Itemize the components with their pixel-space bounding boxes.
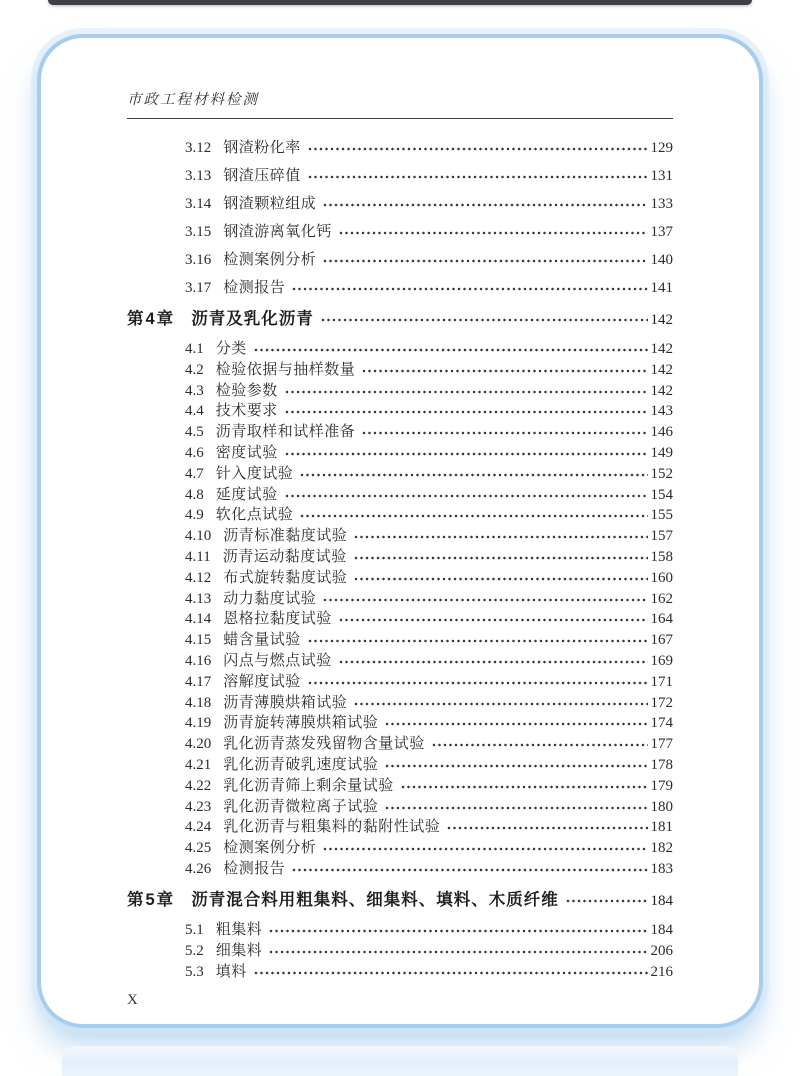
toc-entry-page: 183 xyxy=(650,860,673,877)
toc-entry xyxy=(127,674,673,690)
toc-entry xyxy=(127,403,673,419)
toc-entry xyxy=(127,466,673,482)
toc-entry-number: 3.14 xyxy=(185,196,212,212)
toc-entry-number: 4.1 xyxy=(185,341,204,357)
toc-entry-number: 4.13 xyxy=(185,590,212,607)
toc-entry-number: 第5章 xyxy=(127,890,176,909)
toc-entry-page: 146 xyxy=(650,424,673,441)
toc-entry-title: 沥青取样和试样准备 xyxy=(215,424,356,441)
toc-entry-page: 142 xyxy=(650,382,673,399)
toc-entry-title: 钢渣粉化率 xyxy=(223,140,301,156)
toc-entry xyxy=(127,424,673,440)
toc-entry xyxy=(127,280,673,296)
toc-entry-page: 184 xyxy=(650,892,673,909)
toc-entry-title: 密度试验 xyxy=(215,444,278,461)
toc-entry-page: 149 xyxy=(650,444,673,461)
dot-leader xyxy=(285,491,648,499)
toc-entry-title: 钢渣压碎值 xyxy=(223,168,301,184)
toc-entry xyxy=(127,168,673,184)
toc-entry-title: 布式旋转黏度试验 xyxy=(223,569,348,586)
toc-entry-number: 4.17 xyxy=(185,673,212,690)
toc-entry-title: 乳化沥青微粒离子试验 xyxy=(223,798,379,815)
toc-entry-page: 169 xyxy=(650,652,673,669)
toc-entry-page: 142 xyxy=(650,361,673,378)
dot-leader xyxy=(401,782,648,790)
toc-entry-title: 溶解度试验 xyxy=(223,673,301,690)
toc-entry xyxy=(127,695,673,711)
toc-entry-title: 填料 xyxy=(215,963,247,980)
dot-leader xyxy=(339,615,648,623)
toc-entry xyxy=(127,487,673,503)
toc-entry-title: 蜡含量试验 xyxy=(223,632,301,649)
toc-entry xyxy=(127,196,673,212)
dot-leader xyxy=(323,256,647,264)
toc-entry-title: 检测报告 xyxy=(223,280,286,296)
dot-leader xyxy=(285,449,648,457)
toc-entry xyxy=(127,922,673,938)
toc-entry-title: 检验参数 xyxy=(215,382,278,399)
toc-entry-number: 4.18 xyxy=(185,694,212,711)
toc-entry-number: 4.20 xyxy=(185,736,212,753)
dot-leader xyxy=(385,719,647,727)
toc-entry-page: 137 xyxy=(650,224,673,240)
toc-entry-page: 160 xyxy=(650,569,673,586)
dot-leader xyxy=(321,315,648,324)
toc-entry-page: 172 xyxy=(650,694,673,711)
dot-leader xyxy=(323,844,647,852)
toc-entry-title: 沥青旋转薄膜烘箱试验 xyxy=(223,715,379,732)
toc-entry-page: 155 xyxy=(650,507,673,524)
toc-entry-title: 检测案例分析 xyxy=(223,252,317,268)
toc-entry xyxy=(127,778,673,794)
dot-leader xyxy=(362,428,647,436)
dot-leader xyxy=(254,968,648,976)
toc-entry-page: 184 xyxy=(650,921,673,938)
dot-leader xyxy=(308,678,648,686)
dot-leader xyxy=(354,699,647,707)
toc-entry-page: 142 xyxy=(650,341,673,357)
toc-entry xyxy=(127,445,673,461)
dot-leader xyxy=(385,761,647,769)
toc-entry-title: 沥青标准黏度试验 xyxy=(223,528,348,545)
toc-entry-number: 4.4 xyxy=(185,403,204,420)
dot-leader xyxy=(254,345,648,353)
toc-entry-page: 154 xyxy=(650,486,673,503)
toc-entry-title: 检验依据与抽样数量 xyxy=(215,361,356,378)
toc-entry xyxy=(127,570,673,586)
dot-leader xyxy=(354,574,647,582)
toc-entry-number: 3.12 xyxy=(185,140,212,156)
dot-leader xyxy=(292,284,647,292)
toc-entry-page: 167 xyxy=(650,632,673,649)
toc-entry xyxy=(127,507,673,523)
toc-entry-page: 164 xyxy=(650,611,673,628)
toc-entry-page: 131 xyxy=(650,168,673,184)
dot-leader xyxy=(354,553,648,561)
toc-entry xyxy=(127,715,673,731)
toc-entry-number: 4.15 xyxy=(185,632,212,649)
toc-entry-title: 检测案例分析 xyxy=(223,840,317,857)
toc-entry xyxy=(127,383,673,399)
toc-entry-title: 恩格拉黏度试验 xyxy=(223,611,332,628)
toc-entry-page: 178 xyxy=(650,756,673,773)
toc-entry-title: 沥青运动黏度试验 xyxy=(222,548,347,565)
toc-entry-number: 3.17 xyxy=(185,280,212,296)
toc-entry-page: 174 xyxy=(650,715,673,732)
toc-entry xyxy=(127,252,673,268)
toc-entry-number: 4.25 xyxy=(185,840,212,857)
dot-leader xyxy=(300,470,647,478)
toc-entry-page: 158 xyxy=(650,548,673,565)
toc-entry-page: 181 xyxy=(650,819,673,836)
toc-entry-title: 乳化沥青与粗集料的黏附性试验 xyxy=(223,819,441,836)
page-number: X xyxy=(127,991,138,1008)
toc-entry-page: 180 xyxy=(650,798,673,815)
dot-leader xyxy=(308,144,648,152)
toc-entry-number: 4.22 xyxy=(185,777,212,794)
dot-leader xyxy=(308,636,648,644)
dot-leader xyxy=(447,823,647,831)
toc-entry-number: 5.1 xyxy=(185,921,204,938)
dot-leader xyxy=(323,200,647,208)
toc-entry-number: 3.15 xyxy=(185,224,212,240)
previous-page-edge xyxy=(48,0,752,5)
toc-entry-title: 软化点试验 xyxy=(215,507,294,524)
toc-entry xyxy=(127,736,673,752)
toc-entry-number: 4.2 xyxy=(185,361,204,378)
toc-entry-title: 乳化沥青筛上剩余量试验 xyxy=(223,777,394,794)
toc-entry-page: 182 xyxy=(650,840,673,857)
toc-entry-page: 140 xyxy=(650,252,673,268)
dot-leader xyxy=(285,407,648,415)
dot-leader xyxy=(354,532,647,540)
dot-leader xyxy=(292,865,647,873)
toc-entry-number: 4.14 xyxy=(185,611,212,628)
toc-entry-number: 4.6 xyxy=(185,444,204,461)
toc-entry-number: 3.13 xyxy=(185,168,212,184)
toc-entry-number: 4.3 xyxy=(185,382,204,399)
toc-entry-number: 4.12 xyxy=(185,569,212,586)
toc-entry xyxy=(127,632,673,648)
toc-entry xyxy=(127,611,673,627)
toc-entry xyxy=(127,799,673,815)
toc-entry-number: 3.16 xyxy=(185,252,212,268)
toc-entry-title: 分类 xyxy=(215,341,247,357)
toc-entry-number: 第4章 xyxy=(127,310,176,328)
toc-entry-number: 4.19 xyxy=(185,715,212,732)
dot-leader xyxy=(285,387,648,395)
toc-entry-title: 乳化沥青破乳速度试验 xyxy=(223,756,379,773)
toc-entry-number: 4.24 xyxy=(185,819,212,836)
dot-leader xyxy=(362,366,647,374)
dot-leader xyxy=(385,803,647,811)
toc-entry-number: 4.16 xyxy=(185,652,212,669)
toc-entry-number: 4.8 xyxy=(185,486,204,503)
toc-entry-number: 5.3 xyxy=(185,963,204,980)
toc-entry xyxy=(127,341,673,357)
toc-entry-page: 162 xyxy=(650,590,673,607)
running-title: 市政工程材料检测 xyxy=(127,88,673,119)
dot-leader xyxy=(339,657,648,665)
toc-entry xyxy=(127,549,673,565)
dot-leader xyxy=(269,926,647,934)
next-page-edge xyxy=(62,1046,738,1076)
toc-entry-title: 钢渣游离氧化钙 xyxy=(223,224,332,240)
table-of-contents xyxy=(127,140,673,980)
toc-entry-page: 177 xyxy=(650,736,673,753)
toc-entry-title: 技术要求 xyxy=(215,403,278,420)
toc-entry xyxy=(127,964,673,980)
toc-entry-page: 171 xyxy=(650,673,673,690)
dot-leader xyxy=(566,896,648,905)
toc-entry-page: 141 xyxy=(650,280,673,296)
dot-leader xyxy=(269,947,647,955)
dot-leader xyxy=(300,511,647,519)
toc-entry-title: 沥青薄膜烘箱试验 xyxy=(223,694,348,711)
toc-entry xyxy=(127,840,673,856)
toc-entry-page: 152 xyxy=(650,465,673,482)
toc-entry-page: 143 xyxy=(650,403,673,420)
toc-entry-title: 检测报告 xyxy=(223,860,286,877)
dot-leader xyxy=(323,595,647,603)
toc-entry-title: 闪点与燃点试验 xyxy=(223,652,332,669)
dot-leader xyxy=(432,740,648,748)
toc-entry-page: 157 xyxy=(650,528,673,545)
dot-leader xyxy=(308,172,648,180)
toc-entry-title: 沥青混合料用粗集料、细集料、填料、木质纤维 xyxy=(191,890,559,909)
toc-entry xyxy=(127,889,673,912)
toc-entry xyxy=(127,224,673,240)
toc-entry-page: 179 xyxy=(650,777,673,794)
toc-entry-title: 动力黏度试验 xyxy=(223,590,317,607)
toc-entry-title: 粗集料 xyxy=(215,921,263,938)
toc-entry-number: 4.10 xyxy=(185,528,212,545)
toc-entry-page: 206 xyxy=(650,942,673,959)
toc-entry-number: 4.26 xyxy=(185,860,212,877)
toc-entry xyxy=(127,140,673,156)
toc-entry xyxy=(127,362,673,378)
toc-entry-page: 129 xyxy=(650,140,673,156)
toc-entry-page: 133 xyxy=(650,196,673,212)
dot-leader xyxy=(339,228,648,236)
toc-entry-number: 4.5 xyxy=(185,424,204,441)
toc-entry-number: 4.9 xyxy=(185,507,204,524)
toc-entry xyxy=(127,861,673,877)
toc-entry-number: 4.7 xyxy=(185,465,204,482)
toc-entry xyxy=(127,308,673,331)
toc-entry-title: 针入度试验 xyxy=(215,465,294,482)
toc-entry xyxy=(127,591,673,607)
toc-entry xyxy=(127,819,673,835)
toc-entry-number: 4.21 xyxy=(185,756,212,773)
toc-entry-number: 4.11 xyxy=(185,548,211,565)
toc-entry-title: 钢渣颗粒组成 xyxy=(223,196,317,212)
book-page xyxy=(37,34,763,1028)
toc-entry-page: 216 xyxy=(650,963,673,980)
toc-entry xyxy=(127,757,673,773)
toc-entry-page: 142 xyxy=(650,312,673,328)
toc-entry xyxy=(127,943,673,959)
toc-entry-title: 乳化沥青蒸发残留物含量试验 xyxy=(223,736,425,753)
toc-entry-title: 延度试验 xyxy=(215,486,278,503)
toc-entry xyxy=(127,528,673,544)
toc-entry-title: 沥青及乳化沥青 xyxy=(191,310,314,328)
toc-entry xyxy=(127,653,673,669)
toc-entry-number: 4.23 xyxy=(185,798,212,815)
toc-entry-number: 5.2 xyxy=(185,942,204,959)
toc-entry-title: 细集料 xyxy=(215,942,263,959)
